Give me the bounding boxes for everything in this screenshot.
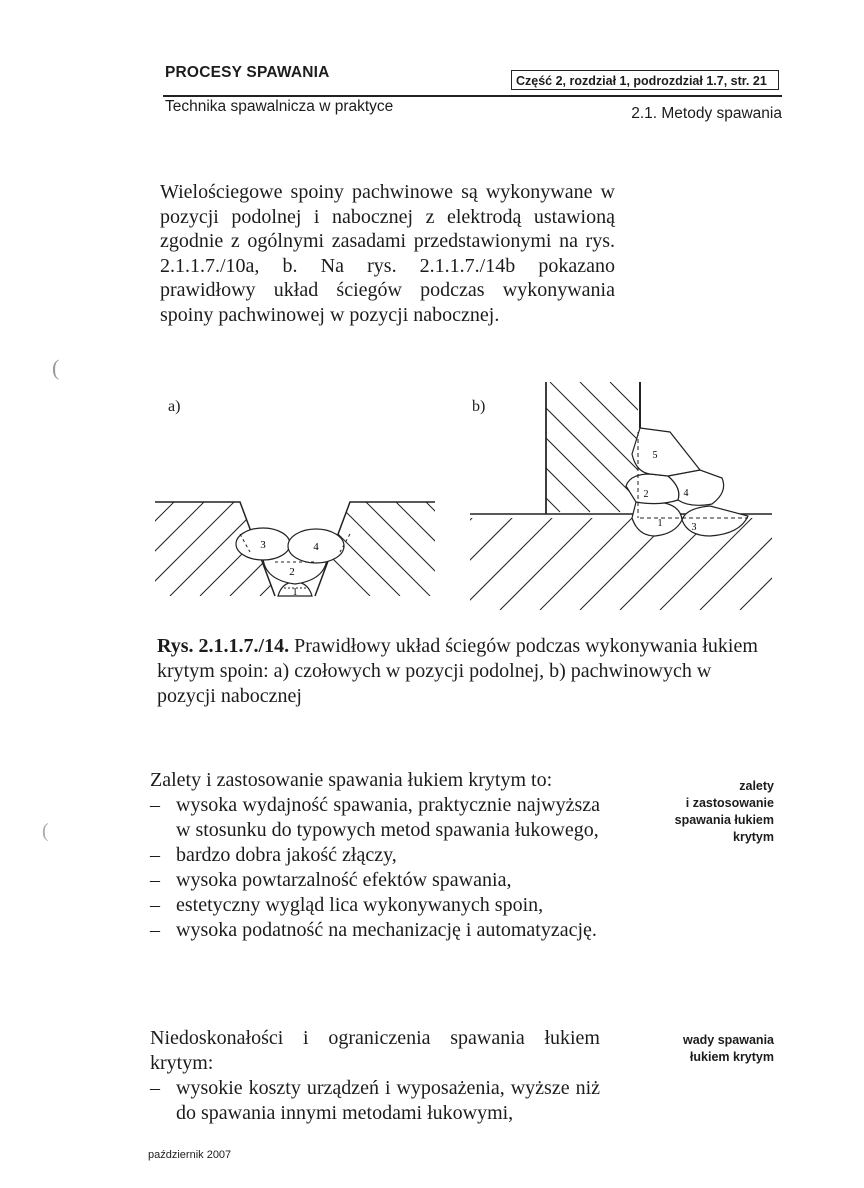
pass-label-b3: 3: [691, 522, 697, 533]
figure-b-fillet-weld: [460, 376, 780, 616]
list-item: – wysoka powtarzalność efektów spawania,: [150, 868, 600, 893]
figure-label-b: b): [472, 398, 486, 415]
pass-label-a2: 2: [289, 566, 295, 578]
pass-label-b4: 4: [683, 488, 689, 499]
advantages-intro: Zalety i zastosowanie spawania łukiem krytym to:: [150, 769, 553, 791]
drawbacks-margin-note: [604, 1032, 774, 1066]
header-rule: [163, 95, 782, 97]
pass-label-a3: 3: [260, 539, 266, 551]
list-item: – bardzo dobra jakość złączy,: [150, 843, 600, 868]
caption-text: Prawidłowy układ ściegów podczas wykonywania łukiem krytym spoin: a) czołowych w pozycji podolnej, b) pachwinowych w pozycji nabocznej: [157, 635, 758, 707]
pass-label-a1: 1: [292, 587, 298, 598]
figure-label-a: a): [168, 398, 181, 415]
intro-paragraph: Wielościegowe spoiny pachwinowe są wykonywane w pozycji podolnej i nabocznej z elektrodą ustawioną zgodnie z ogólnymi zasadami przedstawionymi na rys. 2.1.1.7./10a, b. Na rys. 2.1.1.7./14b pokazano prawidłowy układ ściegów podczas wykonywania spoiny pachwinowej w pozycji nabocznej.: [160, 181, 615, 326]
figure-a-butt-weld: [150, 490, 440, 610]
scan-mark: (: [42, 820, 49, 842]
header-section: 2.1. Metody spawania: [631, 105, 782, 122]
margin-note-line: i zastosowanie: [685, 796, 774, 810]
pass-label-b2: 2: [643, 489, 649, 500]
pass-label-a4: 4: [313, 541, 319, 553]
figure-caption: [157, 634, 773, 709]
margin-note-line: zalety: [739, 779, 774, 793]
header-subtitle: Technika spawalnicza w praktyce: [165, 98, 394, 115]
footer-date: październik 2007: [148, 1149, 232, 1161]
pass-label-b5: 5: [652, 450, 658, 461]
list-item: – estetyczny wygląd lica wykonywanych spoin,: [150, 893, 600, 918]
header-title: PROCESY SPAWANIA: [165, 64, 330, 81]
list-item: – wysoka wydajność spawania, praktycznie najwyższa w stosunku do typowych metod spawania łukowego,: [150, 793, 600, 843]
drawbacks-list: [150, 1076, 600, 1126]
advantages-margin-note: [604, 778, 774, 846]
advantages-list: [150, 793, 600, 943]
list-item: – wysoka podatność na mechanizację i automatyzację.: [150, 918, 600, 943]
drawbacks-intro: Niedoskonałości i ograniczenia spawania łukiem krytym:: [150, 1027, 600, 1074]
margin-note-line: spawania łukiem: [674, 813, 774, 827]
pass-label-b1: 1: [657, 518, 663, 529]
caption-number: Rys. 2.1.1.7./14.: [157, 635, 290, 657]
margin-note-line: wady spawania: [682, 1033, 774, 1047]
margin-note-line: łukiem krytym: [689, 1050, 774, 1064]
scan-mark: (: [52, 355, 60, 380]
header-location-box: Część 2, rozdział 1, podrozdział 1.7, str. 21: [511, 70, 779, 90]
margin-note-line: krytym: [733, 830, 774, 844]
list-item: – wysokie koszty urządzeń i wyposażenia, wyższe niż do spawania innymi metodami łukowymi,: [150, 1076, 600, 1126]
